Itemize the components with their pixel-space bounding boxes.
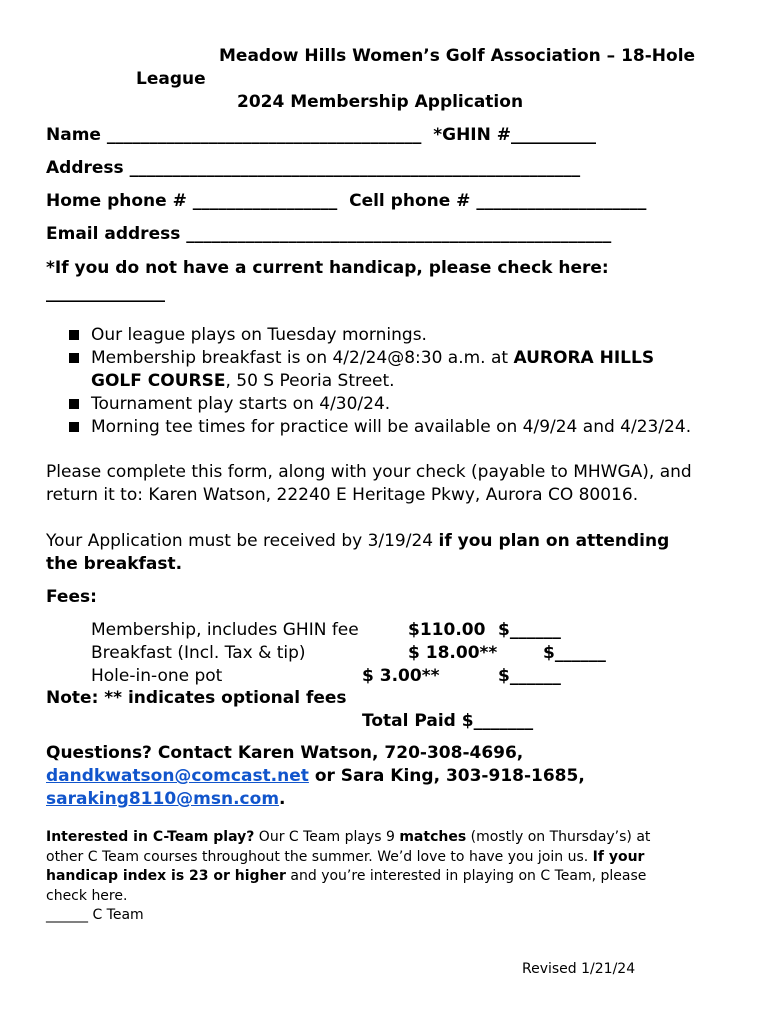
contact-line-2: dandkwatson@comcast.net or Sara King, 303-918-1685,	[46, 766, 585, 786]
address-label: Address	[46, 158, 124, 178]
email-link-sara[interactable]: saraking8110@msn.com	[46, 789, 280, 809]
title-line-2: League	[136, 69, 206, 89]
fee-amount-hole-in-one: $ 3.00**	[362, 666, 440, 686]
list-item: Membership breakfast is on 4/2/24@8:30 a.m. at AURORA HILLS GOLF COURSE, 50 S Peoria Street.	[68, 347, 691, 393]
fee-label-hole-in-one: Hole-in-one pot	[91, 666, 223, 686]
email-label: Email address	[46, 224, 181, 244]
fee-label-membership: Membership, includes GHIN fee	[91, 620, 359, 640]
cell-phone-label: Cell phone #	[349, 191, 471, 211]
email-blank[interactable]: __________________________________________________	[186, 224, 612, 244]
fees-note: Note: ** indicates optional fees	[46, 688, 347, 708]
fee-blank-breakfast[interactable]: $______	[543, 643, 606, 663]
contact-line-3: saraking8110@msn.com.	[46, 789, 286, 809]
cteam-line-1: Interested in C-Team play? Our C Team plays 9 matches (mostly on Thursday’s) at	[46, 829, 651, 845]
home-phone-blank[interactable]: _________________	[192, 191, 338, 211]
list-item: Morning tee times for practice will be available on 4/9/24 and 4/23/24.	[68, 416, 691, 439]
cteam-line-2: other C Team courses throughout the summer. We’d love to have you join us. If your	[46, 849, 645, 865]
address-blank[interactable]: _____________________________________________________	[129, 158, 581, 178]
fee-blank-hole-in-one[interactable]: $______	[498, 666, 561, 686]
handicap-text: *If you do not have a current handicap, please check here:	[46, 258, 609, 278]
list-item: Tournament play starts on 4/30/24.	[68, 393, 691, 416]
name-field[interactable]	[46, 125, 596, 145]
address-field[interactable]	[46, 158, 580, 178]
email-field[interactable]	[46, 224, 611, 244]
ghin-label: *GHIN #	[433, 125, 512, 145]
cell-phone-blank[interactable]: ____________________	[476, 191, 647, 211]
name-blank[interactable]: _____________________________________	[106, 125, 422, 145]
title-line-3: 2024 Membership Application	[237, 92, 524, 112]
instructions-line-2: return it to: Karen Watson, 22240 E Heritage Pkwy, Aurora CO 80016.	[46, 485, 639, 505]
cteam-checkbox-blank[interactable]: ______ C Team	[46, 907, 144, 923]
home-phone-label: Home phone #	[46, 191, 187, 211]
ghin-blank[interactable]: __________	[511, 125, 597, 145]
deadline-text-2: the breakfast.	[46, 554, 183, 574]
total-paid[interactable]: Total Paid $_______	[362, 711, 534, 731]
instructions-line-1: Please complete this form, along with your check (payable to MHWGA), and	[46, 462, 692, 482]
fee-blank-membership[interactable]: $______	[498, 620, 561, 640]
fee-label-breakfast: Breakfast (Incl. Tax & tip)	[91, 643, 306, 663]
handicap-blank[interactable]: ______________	[46, 283, 165, 303]
title-line-1: Meadow Hills Women’s Golf Association – 18-Hole	[219, 46, 696, 66]
fees-heading: Fees:	[46, 587, 97, 607]
list-item: Our league plays on Tuesday mornings.	[68, 324, 691, 347]
email-link-karen[interactable]: dandkwatson@comcast.net	[46, 766, 309, 786]
name-label: Name	[46, 125, 101, 145]
contact-line-1: Questions? Contact Karen Watson, 720-308-4696,	[46, 743, 524, 763]
fee-amount-membership: $110.00	[408, 620, 486, 640]
cteam-line-4: check here.	[46, 888, 128, 904]
deadline-text: Your Application must be received by 3/19/24 if you plan on attending	[46, 531, 670, 551]
fee-amount-breakfast: $ 18.00**	[408, 643, 498, 663]
cteam-line-3: handicap index is 23 or higher and you’re interested in playing on C Team, please	[46, 868, 647, 884]
revised-date: Revised 1/21/24	[522, 961, 636, 977]
phone-fields[interactable]	[46, 191, 646, 211]
info-bullet-list	[68, 324, 691, 439]
